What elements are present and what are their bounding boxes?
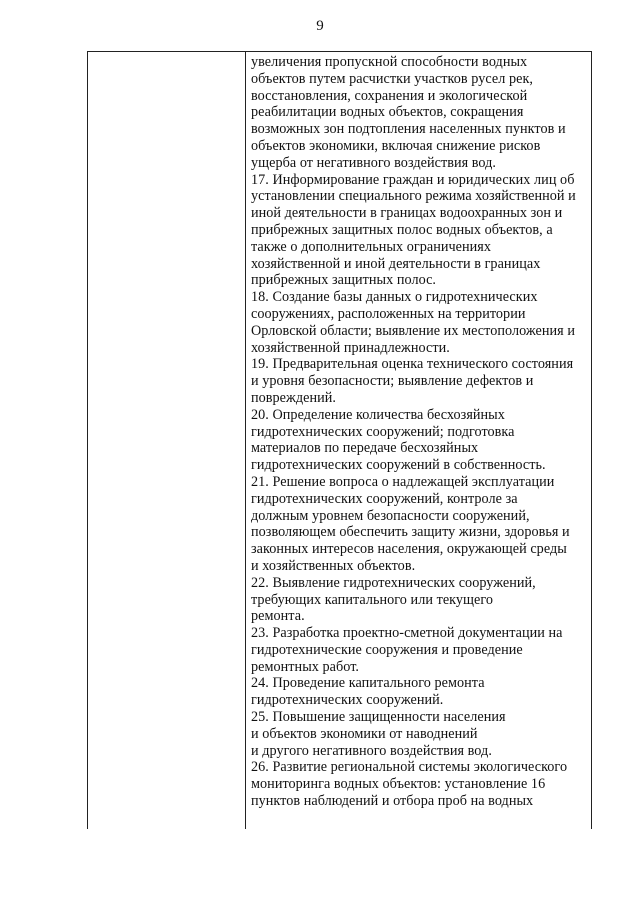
text-line: 18. Создание базы данных о гидротехнических	[251, 289, 538, 306]
text-line: хозяйственной принадлежности.	[251, 339, 450, 356]
text-line: установлении специального режима хозяйственной и	[251, 188, 576, 205]
text-line: 22. Выявление гидротехнических сооружений,	[251, 574, 536, 591]
text-line: 17. Информирование граждан и юридических лиц об	[251, 171, 575, 188]
text-line: 26. Развитие региональной системы экологического	[251, 759, 568, 776]
column-divider	[245, 52, 246, 829]
page-number: 9	[316, 18, 324, 34]
text-line: объектов экономики, включая снижение рисков	[251, 137, 541, 154]
content-table	[87, 51, 592, 829]
text-line: и уровня безопасности; выявление дефектов и	[251, 373, 534, 390]
text-line: гидротехнических сооружений; подготовка	[251, 423, 515, 440]
text-line: должным уровнем безопасности сооружений,	[251, 507, 530, 524]
text-line: ремонта.	[251, 608, 305, 625]
text-line: сооружениях, расположенных на территории	[251, 305, 526, 322]
text-line: прибрежных защитных полос.	[251, 272, 437, 289]
text-line: и объектов экономики от наводнений	[251, 725, 478, 742]
text-line: также о дополнительных ограничениях	[251, 238, 492, 255]
table-text-cell	[251, 54, 589, 830]
text-line: повреждений.	[251, 389, 337, 406]
text-line: объектов путем расчистки участков русел рек,	[251, 70, 533, 87]
text-line: ущерба от негативного воздействия вод.	[251, 154, 497, 171]
text-line: прибрежных защитных полос водных объектов, а	[251, 221, 553, 238]
text-line: гидротехнических сооружений.	[251, 692, 444, 709]
text-line: 25. Повышение защищенности населения	[251, 709, 506, 726]
text-line: гидротехнических сооружений, контроле за	[251, 490, 518, 507]
text-line: Орловской области; выявление их местоположения и	[251, 322, 575, 339]
text-line: гидротехнические сооружения и проведение	[251, 641, 523, 658]
text-line: 19. Предварительная оценка технического состояния	[251, 356, 574, 373]
text-line: требующих капитального или текущего	[251, 591, 494, 608]
text-line: увеличения пропускной способности водных	[251, 54, 528, 70]
table-left-cell	[88, 52, 245, 829]
text-line: ремонтных работ.	[251, 658, 360, 675]
text-line: 24. Проведение капитального ремонта	[251, 675, 485, 692]
text-line: хозяйственной и иной деятельности в границах	[251, 255, 541, 272]
text-line: и другого негативного воздействия вод.	[251, 742, 492, 759]
text-line: пунктов наблюдений и отбора проб на водных	[251, 793, 534, 810]
text-line: позволяющем обеспечить защиту жизни, здоровья и	[251, 524, 570, 541]
text-line: 20. Определение количества бесхозяйных	[251, 406, 505, 423]
text-line: иной деятельности в границах водоохранных зон и	[251, 205, 563, 222]
text-line: возможных зон подтопления населенных пунктов и	[251, 121, 566, 138]
text-line: 23. Разработка проектно-сметной документации на	[251, 625, 563, 642]
text-line: законных интересов населения, окружающей среды	[251, 541, 567, 558]
text-line: реабилитации водных объектов, сокращения	[251, 104, 524, 121]
text-line: гидротехнических сооружений в собственность.	[251, 457, 546, 474]
text-line: материалов по передаче бесхозяйных	[251, 440, 479, 457]
text-line: восстановления, сохранения и экологической	[251, 87, 528, 104]
text-line: мониторинга водных объектов: установление 16	[251, 776, 546, 793]
text-line: и хозяйственных объектов.	[251, 557, 416, 574]
text-line: 21. Решение вопроса о надлежащей эксплуатации	[251, 473, 555, 490]
